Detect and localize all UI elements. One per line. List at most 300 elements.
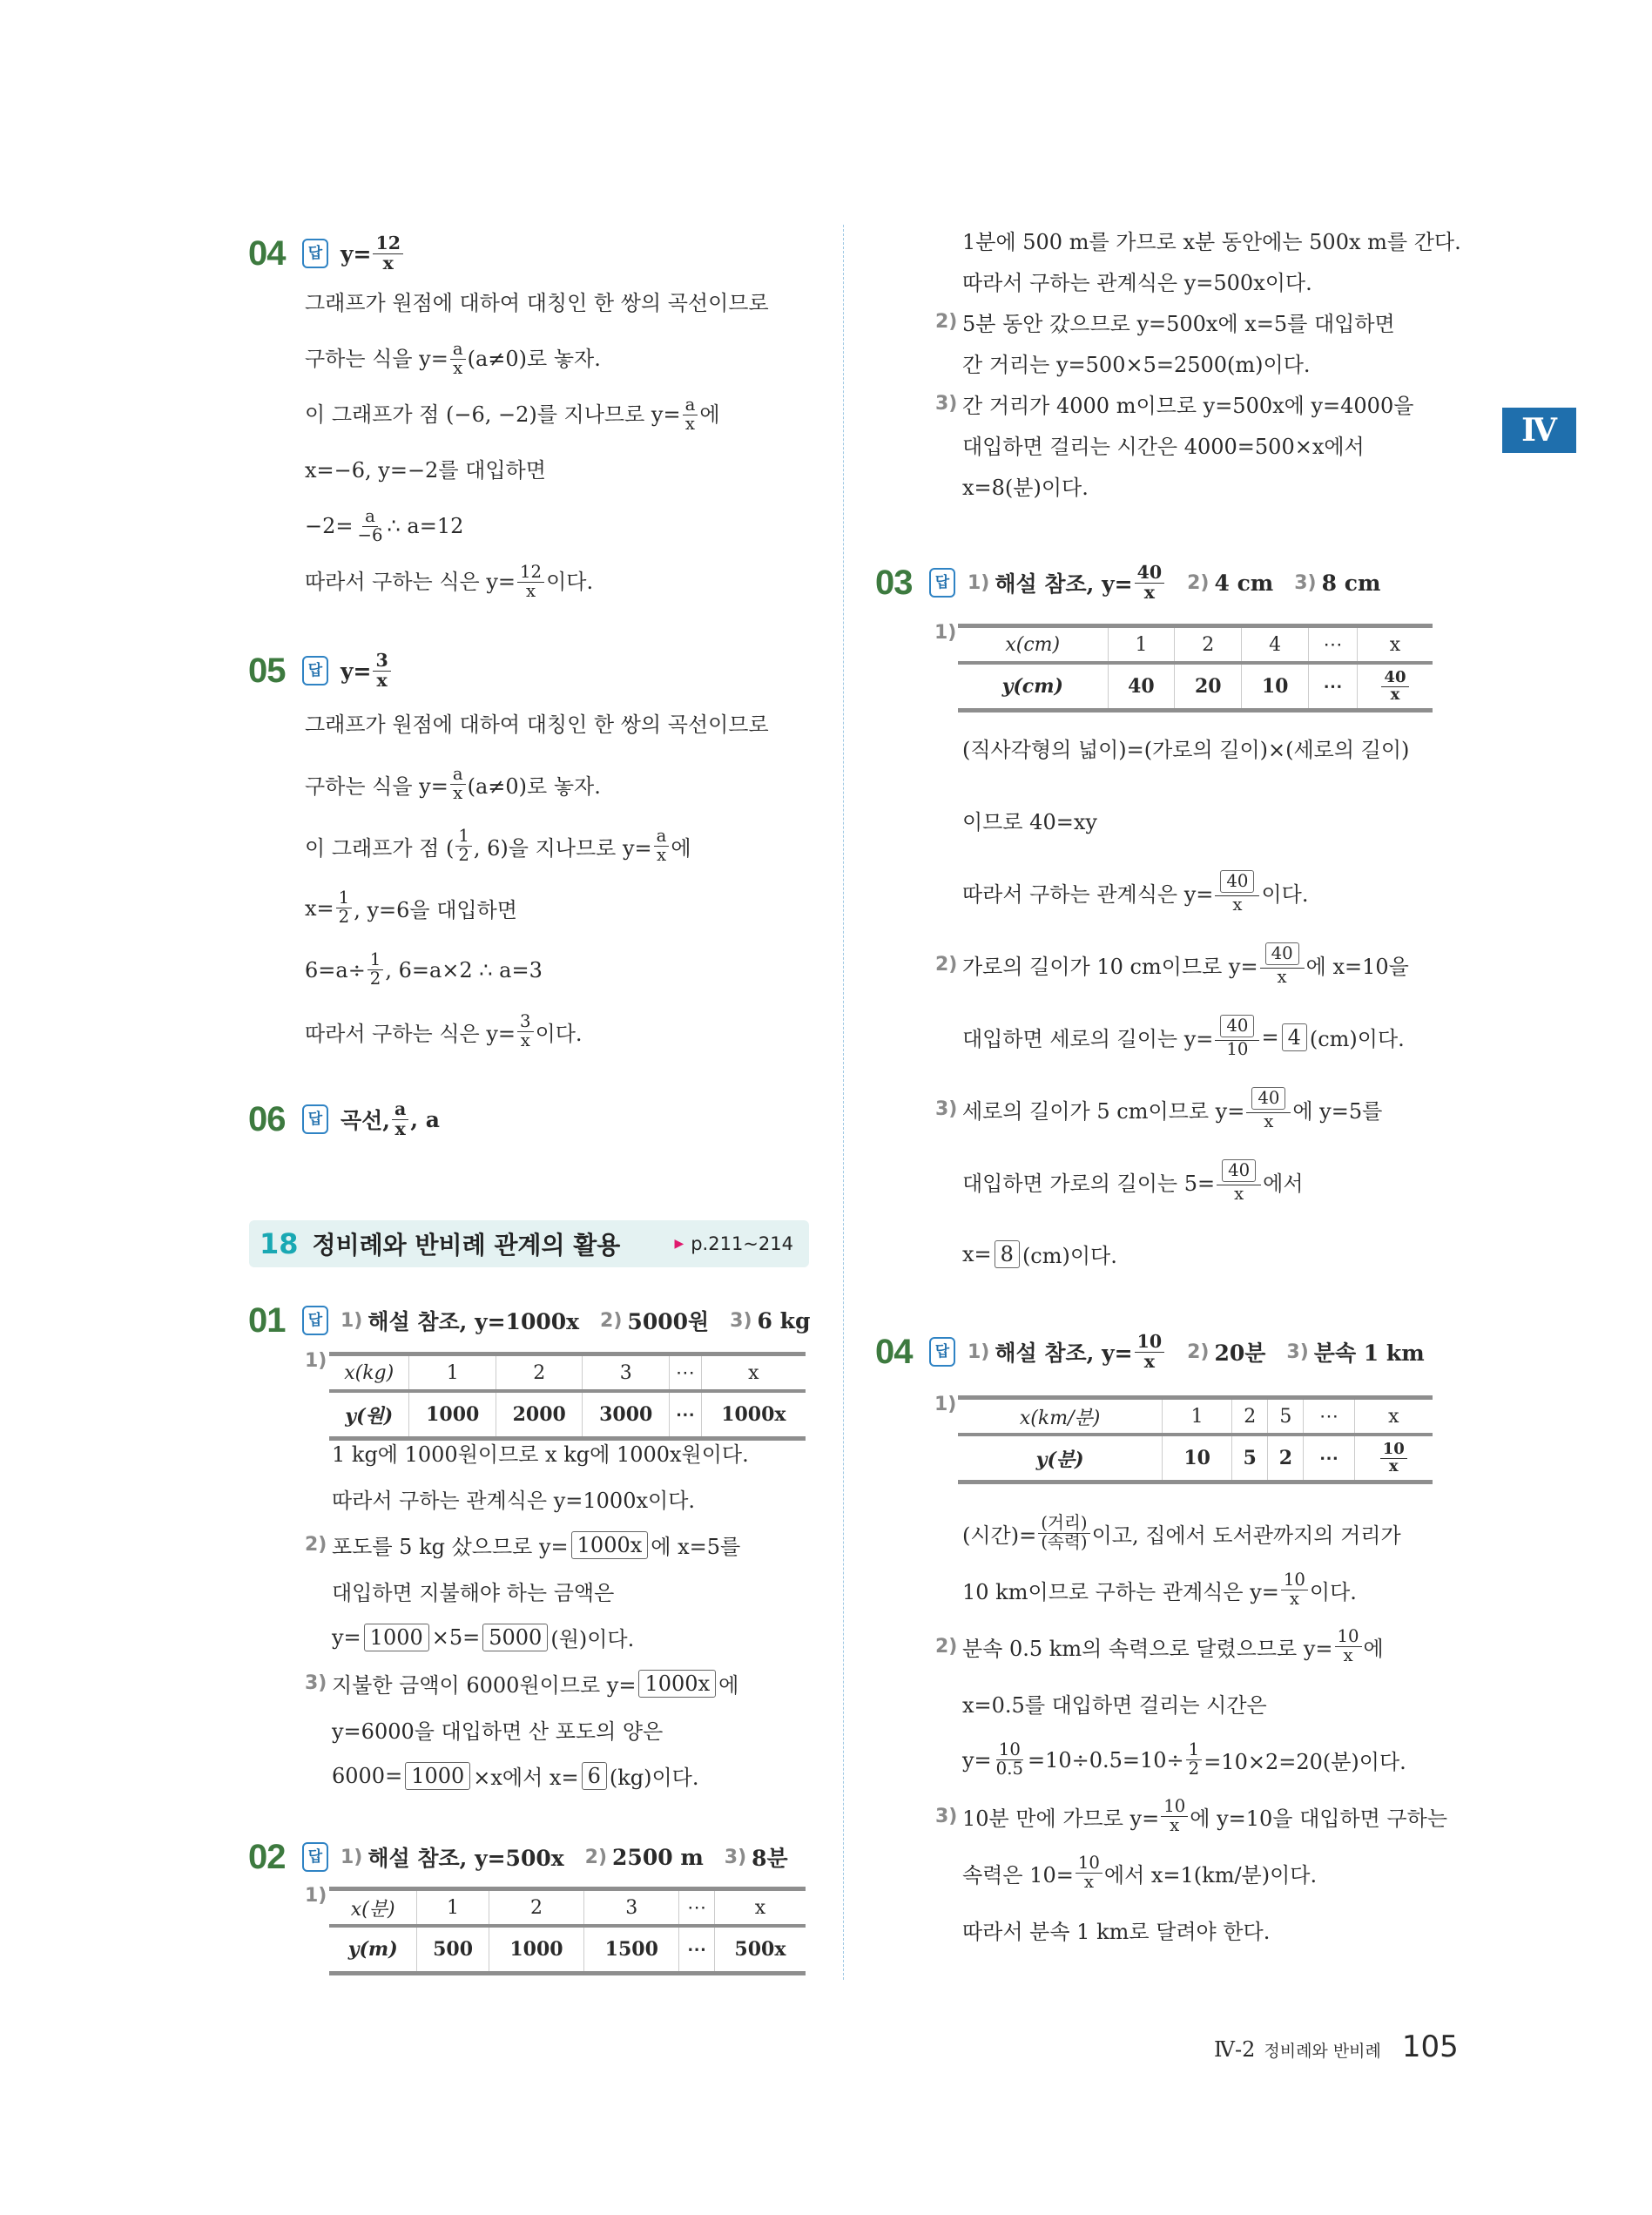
item-label: 2) — [584, 1846, 608, 1868]
table-cell: x — [714, 1889, 806, 1927]
text: ×x에서 x= — [473, 1766, 579, 1790]
numerator: 1 — [367, 951, 384, 970]
problem-05-solution — [305, 692, 769, 1063]
table-cell: ⋯ — [1304, 1398, 1354, 1435]
table-cell: ⋯ — [1309, 663, 1358, 711]
table-row-y — [329, 1926, 806, 1974]
numerator: a — [362, 508, 378, 527]
table-cell: 500 — [417, 1926, 489, 1974]
text: (시간)= — [962, 1523, 1037, 1548]
item-label: 2) — [935, 954, 958, 976]
table-cell: 1 — [417, 1889, 489, 1927]
table-cell: 10 — [1242, 663, 1309, 711]
solution-line — [305, 1522, 749, 1568]
solution-line — [962, 1001, 1409, 1073]
problem-04-solution — [305, 275, 769, 610]
fraction — [1215, 1015, 1259, 1059]
solution-line — [962, 712, 1409, 784]
item-label: 2) — [935, 311, 958, 333]
table-row-y — [958, 1435, 1433, 1482]
text: 이고, 집에서 도서관까지의 거리가 — [1091, 1523, 1401, 1548]
fraction — [1135, 1330, 1165, 1372]
answer-badge: 답 — [929, 568, 955, 598]
solution-line — [305, 877, 769, 939]
text: 1분에 500 m를 가므로 x분 동안에는 500x m를 간다. — [962, 230, 1461, 254]
item-label: 3) — [730, 1309, 752, 1332]
text: 대입하면 가로의 길이는 5= — [962, 1172, 1216, 1196]
text: x= — [305, 895, 334, 921]
text: 속력은 10= — [962, 1863, 1074, 1887]
table-cell: 40 — [1108, 663, 1175, 711]
numerator: 10 — [1135, 1333, 1165, 1353]
fraction — [994, 1741, 1026, 1778]
item-label: 3) — [305, 1672, 327, 1694]
numerator: 12 — [517, 564, 544, 583]
denominator: x — [453, 783, 463, 803]
problem-number: 05 — [248, 651, 286, 690]
numerator: 10 — [1161, 1798, 1188, 1817]
table-cell: 2 — [1175, 626, 1242, 664]
table-cell: ⋯ — [1304, 1435, 1354, 1482]
numerator: 10 — [996, 1741, 1023, 1760]
answer-blank-box: 40 — [1265, 942, 1299, 966]
text: 해설 참조, y=1000x — [367, 1309, 580, 1334]
denominator: x — [520, 1030, 530, 1050]
text: x=0.5를 대입하면 걸리는 시간은 — [962, 1693, 1267, 1718]
solution-line — [332, 1614, 749, 1660]
table-cell: ⋯ — [669, 1354, 701, 1392]
item-label: 1) — [341, 1846, 363, 1868]
table-cell: 1 — [1108, 626, 1175, 664]
problem-04-solution — [935, 1505, 1447, 1958]
item-label: 2) — [600, 1309, 623, 1332]
fraction — [367, 951, 384, 988]
table-cell: 500x — [714, 1926, 806, 1974]
table-row-x — [329, 1354, 806, 1392]
problem-05-header — [248, 645, 393, 697]
item-label: 3) — [1286, 1340, 1309, 1363]
numerator: 10 — [1075, 1854, 1102, 1874]
solution-line — [962, 1732, 1447, 1788]
section-title: 정비례와 반비례 관계의 활용 — [312, 1231, 621, 1259]
chapter-tab: Ⅳ — [1502, 408, 1576, 453]
fraction — [1038, 1515, 1089, 1551]
text: y= — [332, 1624, 361, 1650]
text: 5000원 — [627, 1309, 710, 1334]
text: 해설 참조, y= — [995, 1340, 1133, 1366]
solution-line — [962, 1218, 1409, 1290]
denominator: x — [394, 1118, 406, 1139]
fraction — [1161, 1798, 1188, 1834]
table-cell: 20 — [1175, 663, 1242, 711]
solution-line — [962, 1845, 1447, 1901]
text: ∴ a=12 — [387, 514, 464, 538]
solution-line — [935, 1618, 1447, 1675]
text: 지불한 금액이 6000원이므로 y= — [332, 1673, 637, 1698]
numerator: 10 — [1380, 1442, 1407, 1459]
denominator: x — [1083, 1872, 1094, 1892]
text: x=8(분)이다. — [962, 476, 1089, 500]
denominator: 2 — [338, 907, 350, 927]
numerator — [1215, 1015, 1259, 1042]
table-cell: x — [701, 1354, 806, 1392]
table-cell: y(원) — [329, 1391, 409, 1439]
numerator: a — [450, 766, 466, 785]
text: (kg)이다. — [609, 1766, 699, 1790]
text: 에 y=5를 — [1292, 1099, 1383, 1124]
problem-02-header — [248, 1831, 788, 1883]
text: 따라서 구하는 식은 y= — [305, 1022, 516, 1046]
text: 세로의 길이가 5 cm이므로 y= — [962, 1099, 1245, 1124]
text: 따라서 구하는 관계식은 y= — [962, 882, 1214, 907]
item-label: 3) — [935, 393, 958, 415]
solution-line — [962, 342, 1461, 383]
text: 대입하면 세로의 길이는 y= — [962, 1027, 1214, 1051]
table-cell: 2 — [1232, 1398, 1268, 1435]
text: 해설 참조, y=500x — [367, 1846, 564, 1871]
answer-badge: 답 — [302, 1104, 328, 1134]
problem-06-header — [248, 1093, 440, 1145]
solution-line — [305, 753, 769, 815]
text: 이 그래프가 점 ( — [305, 836, 455, 861]
text: =10×2=20(분)이다. — [1204, 1750, 1406, 1774]
denominator: x — [656, 845, 667, 865]
denominator: x — [1232, 895, 1243, 915]
page-number: 105 — [1401, 2029, 1459, 2064]
answer-badge: 답 — [302, 1842, 328, 1872]
problem-number: 02 — [248, 1837, 286, 1876]
table-cell: 5 — [1268, 1398, 1304, 1435]
table-cell: 4 — [1242, 626, 1309, 664]
denominator: x — [1343, 1645, 1353, 1665]
answer — [341, 234, 405, 273]
text: , 6=a×2 ∴ a=3 — [385, 957, 543, 983]
solution-line — [935, 1788, 1447, 1845]
denominator: 10 — [1226, 1039, 1249, 1060]
text: = — [1261, 1024, 1279, 1050]
answer-blank-box: 1000x — [638, 1670, 716, 1698]
item-label: 3) — [724, 1846, 747, 1868]
solution-line — [305, 939, 769, 1001]
text: 분속 1 km — [1313, 1340, 1425, 1366]
problem-number: 06 — [248, 1099, 286, 1138]
table-cell: 1000 — [409, 1391, 496, 1439]
numerator: a — [683, 396, 698, 415]
table-cell: y(m) — [329, 1926, 417, 1974]
item-label: 2) — [935, 1636, 958, 1658]
item-label: 2) — [305, 1534, 327, 1556]
table-cell: ⋯ — [669, 1391, 701, 1439]
fraction — [1281, 1571, 1308, 1608]
text: 8 cm — [1321, 570, 1381, 596]
text: 2500 m — [612, 1844, 704, 1870]
table-cell: 1500 — [584, 1926, 679, 1974]
solution-line — [305, 1660, 749, 1706]
text: 10 km이므로 구하는 관계식은 y= — [962, 1580, 1279, 1604]
fraction — [455, 827, 472, 864]
text: x=−6, y=−2를 대입하면 — [305, 458, 546, 483]
denominator: 2 — [369, 969, 381, 989]
fraction — [683, 396, 698, 433]
table-row-y — [958, 663, 1433, 711]
solution-line — [962, 1675, 1447, 1732]
fraction — [392, 1097, 408, 1139]
text: 구하는 식을 y= — [305, 347, 448, 371]
footer-subtitle: 정비례와 반비례 — [1264, 2042, 1381, 2061]
table-cell: y(cm) — [958, 663, 1108, 711]
table-cell: x(cm) — [958, 626, 1108, 664]
numerator — [1260, 942, 1305, 969]
text: , a — [410, 1106, 440, 1132]
problem-01-solution — [305, 1429, 749, 1799]
table-row-x — [958, 626, 1433, 664]
item-label: 1) — [968, 571, 990, 594]
text: 따라서 구하는 관계식은 y=1000x이다. — [332, 1489, 696, 1513]
solution-line — [305, 554, 769, 610]
text: 가로의 길이가 10 cm이므로 y= — [962, 955, 1258, 979]
numerator: 1 — [455, 827, 472, 847]
answer-blank-box: 40 — [1220, 870, 1254, 894]
text: 간 거리는 y=500×5=2500(m)이다. — [962, 353, 1311, 377]
text: , 6)을 지나므로 y= — [473, 836, 652, 861]
text: y= — [962, 1747, 992, 1773]
text: 4 cm — [1214, 570, 1274, 596]
numerator: 12 — [373, 234, 403, 254]
solution-line — [305, 387, 769, 442]
fraction — [1381, 667, 1408, 704]
answer-blank-box: 6 — [582, 1762, 607, 1790]
fraction — [1246, 1087, 1291, 1131]
solution-line — [332, 1752, 749, 1799]
text: 1 kg에 1000원이므로 x kg에 1000x원이다. — [332, 1442, 749, 1467]
numerator: 40 — [1135, 564, 1165, 584]
table-cell: ⋯ — [679, 1889, 714, 1927]
text: (a≠0)로 놓자. — [467, 774, 601, 799]
answer — [341, 1841, 788, 1873]
answer-badge: 답 — [302, 1306, 328, 1335]
solution-line — [935, 301, 1461, 342]
item-label: 1) — [341, 1309, 363, 1332]
table-cell: x(분) — [329, 1889, 417, 1927]
solution-line — [935, 1073, 1409, 1145]
table-cell — [1354, 1435, 1433, 1482]
text: 곡선, — [341, 1108, 391, 1133]
solution-line — [962, 1562, 1447, 1618]
answer — [968, 561, 1381, 603]
numerator: a — [450, 341, 466, 360]
text: 이다. — [1261, 882, 1309, 907]
table-cell: x — [1354, 1398, 1433, 1435]
text: x= — [962, 1241, 992, 1266]
answer-blank-box: 1000 — [405, 1762, 470, 1790]
footer-chapter: Ⅳ-2 — [1214, 2037, 1256, 2062]
table-cell: 3 — [583, 1354, 670, 1392]
text: 에 — [718, 1673, 739, 1698]
answer — [341, 649, 393, 691]
numerator: (거리) — [1038, 1515, 1089, 1534]
denominator: x — [1143, 581, 1155, 603]
solution-line — [332, 1568, 749, 1614]
text: 6000= — [332, 1763, 403, 1788]
answer-badge: 답 — [929, 1337, 955, 1367]
denominator: x — [526, 580, 536, 601]
section-header — [249, 1220, 809, 1267]
solution-line — [962, 856, 1409, 929]
answer-blank-box: 4 — [1282, 1023, 1307, 1051]
text: 20분 — [1214, 1340, 1266, 1366]
fraction — [1135, 561, 1165, 603]
fraction — [1075, 1854, 1102, 1891]
item-label: 3) — [935, 1098, 958, 1120]
text: y=6000을 대입하면 산 포도의 양은 — [332, 1719, 664, 1744]
table-cell — [1357, 663, 1433, 711]
solution-line — [935, 929, 1409, 1001]
answer-blank-box: 40 — [1222, 1159, 1256, 1183]
denominator: x — [1264, 1111, 1274, 1132]
table-cell: 1000 — [489, 1926, 583, 1974]
answer-blank-box: 40 — [1251, 1087, 1285, 1111]
text: 따라서 구하는 식은 y= — [305, 570, 516, 594]
solution-line — [962, 219, 1461, 260]
text: 대입하면 지불해야 하는 금액은 — [332, 1581, 615, 1605]
solution-line — [962, 1505, 1447, 1562]
page-footer — [1214, 2029, 1459, 2064]
column-divider — [843, 225, 844, 1980]
answer-badge: 답 — [302, 239, 328, 268]
fraction — [450, 338, 466, 378]
fraction — [1380, 1439, 1407, 1476]
text: 그래프가 원점에 대하여 대칭인 한 쌍의 곡선이므로 — [305, 712, 769, 737]
solution-line — [962, 260, 1461, 301]
text: 에 — [699, 402, 720, 427]
table-cell: 1000x — [701, 1391, 806, 1439]
text: 구하는 식을 y= — [305, 774, 448, 799]
fraction — [1215, 870, 1259, 915]
solution-line — [962, 784, 1409, 856]
item-label: 1) — [968, 1340, 990, 1363]
numerator: 40 — [1381, 670, 1408, 687]
solution-line — [305, 498, 769, 554]
solution-line — [305, 331, 769, 387]
text: −2= — [305, 514, 354, 538]
text: 에서 — [1263, 1172, 1304, 1196]
table-cell: 2 — [489, 1889, 583, 1927]
denominator: x — [1170, 1815, 1180, 1835]
text: (원)이다. — [550, 1627, 635, 1651]
problem-03-header — [875, 557, 1380, 609]
problem-01-header — [248, 1294, 810, 1347]
text: 이 그래프가 점 (−6, −2)를 지나므로 y= — [305, 402, 681, 427]
numerator: 3 — [373, 652, 390, 672]
table-cell: x(kg) — [329, 1354, 409, 1392]
fraction — [373, 649, 390, 691]
problem-number: 01 — [248, 1300, 286, 1340]
table-cell: 2000 — [496, 1391, 583, 1439]
solution-line — [305, 442, 769, 498]
text: =10÷0.5=10÷ — [1027, 1747, 1184, 1773]
text: 해설 참조, y= — [995, 571, 1133, 597]
text: 따라서 분속 1 km로 달려야 한다. — [962, 1920, 1271, 1944]
text: 8분 — [752, 1846, 788, 1871]
text: 대입하면 걸리는 시간은 4000=500×x에서 — [962, 435, 1365, 459]
solution-line — [332, 1476, 749, 1522]
answer-badge: 답 — [302, 656, 328, 685]
solution-line — [962, 1145, 1409, 1218]
fraction — [373, 234, 403, 273]
denominator: x — [382, 252, 394, 273]
solution-line — [962, 424, 1461, 465]
text: 10분 만에 가므로 y= — [962, 1806, 1160, 1831]
numerator: 10 — [1335, 1628, 1362, 1647]
numerator: a — [392, 1100, 408, 1120]
table-cell: 5 — [1232, 1435, 1268, 1482]
problem-number: 04 — [875, 1332, 913, 1371]
value-table — [958, 624, 1433, 712]
item-label: 3) — [935, 1806, 958, 1827]
text: 에 — [671, 836, 691, 861]
text: y= — [341, 240, 372, 267]
denominator: 0.5 — [995, 1759, 1023, 1779]
problem-02-solution — [935, 219, 1461, 506]
table-cell: 2 — [1268, 1435, 1304, 1482]
numerator: 3 — [517, 1013, 534, 1032]
solution-line — [935, 383, 1461, 424]
fraction — [450, 766, 466, 802]
text: 에 x=10을 — [1305, 955, 1409, 979]
table-label: 1) — [934, 622, 957, 644]
table-cell: 1 — [1163, 1398, 1232, 1435]
table-cell: ⋯ — [1309, 626, 1358, 664]
text: 에서 x=1(km/분)이다. — [1103, 1863, 1318, 1887]
table-label: 1) — [934, 1394, 957, 1415]
denominator: x — [1388, 1456, 1399, 1476]
solution-line — [305, 692, 769, 753]
solution-line — [305, 275, 769, 331]
denominator: 2 — [1188, 1759, 1200, 1779]
answer-blank-box: 1000 — [364, 1624, 429, 1651]
denominator: x — [376, 669, 388, 691]
denominator: x — [684, 413, 695, 434]
solution-line — [332, 1429, 749, 1476]
text: 이므로 40=xy — [962, 810, 1097, 834]
text: 이다. — [1309, 1580, 1357, 1604]
value-table — [958, 1395, 1433, 1484]
text: 6=a÷ — [305, 957, 366, 983]
solution-line — [305, 815, 769, 877]
section-number: 18 — [260, 1227, 299, 1260]
solution-line — [305, 1001, 769, 1063]
text: 5분 동안 갔으므로 y=500x에 x=5를 대입하면 — [962, 312, 1395, 336]
numerator: 1 — [336, 889, 353, 908]
solution-line — [962, 1901, 1447, 1958]
answer-blank-box: 5000 — [482, 1624, 548, 1651]
table-row-x — [958, 1398, 1433, 1435]
fraction — [517, 561, 544, 601]
problem-04-header — [248, 227, 405, 280]
numerator: 1 — [1186, 1741, 1203, 1760]
problem-03-solution — [935, 712, 1410, 1290]
denominator: −6 — [357, 524, 383, 545]
numerator — [1217, 1159, 1261, 1186]
value-table — [329, 1887, 806, 1975]
table-cell: 1 — [409, 1354, 496, 1392]
text: 에 — [1363, 1637, 1384, 1661]
text: ×5= — [431, 1624, 481, 1650]
numerator — [1246, 1087, 1291, 1114]
table-cell: y(분) — [958, 1435, 1163, 1482]
answer-blank-box: 1000x — [571, 1531, 649, 1559]
answer-blank-box: 8 — [995, 1240, 1020, 1268]
